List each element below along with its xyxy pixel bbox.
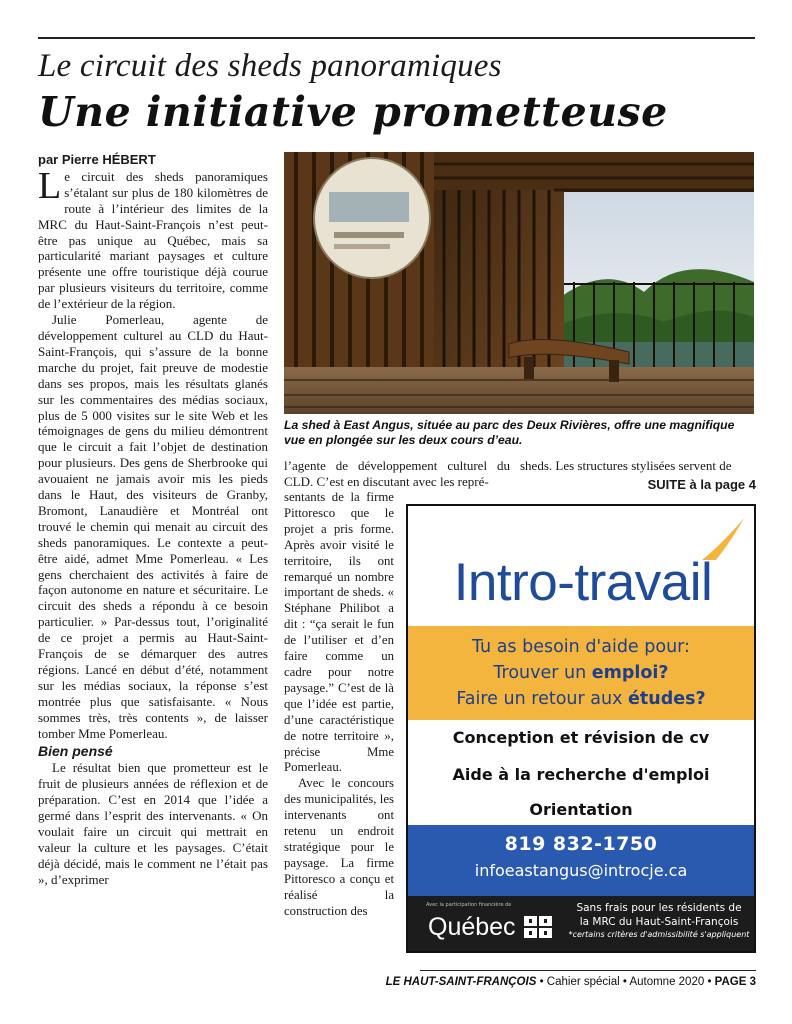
article-paragraph: Le résultat bien que prometteur est le fruit de plusieurs années de réflexion et de préparation. C’est en 2014 que l’idée a germé dans l’esprit des intervenants. « On voulait faire un circuit qui mettrait en valeur la culture et les paysages. C’était déjà décidé, mais le comment ne l’était pas », d’exprimer [38, 760, 268, 887]
ad-contact-banner [408, 825, 754, 896]
footer-rule [420, 970, 756, 971]
ad-free-notice: Sans frais pour les résidents de la MRC du Haut-Saint-François *certains critères d'admissibilité s'appliquent [568, 902, 750, 939]
article-column-2 [284, 458, 510, 490]
ad-help-banner [408, 626, 754, 720]
ad-service: Orientation [529, 800, 633, 819]
quebec-logo: Québec [428, 913, 516, 941]
article-headline: Une initiative prometteuse [38, 88, 668, 136]
ad-email: infoeastangus@introcje.ca [474, 861, 688, 880]
ad-help-line: Tu as besoin d'aide pour: [472, 637, 690, 657]
ad-logo: Intro-travail [453, 553, 713, 612]
footer-page: PAGE 3 [714, 976, 756, 988]
ad-service: Conception et révision de cv [452, 728, 710, 747]
ad-service: Aide à la recherche d'emploi [452, 765, 710, 784]
article-paragraph: l’agente de développement culturel du CLD. C’est en discutant avec les repré- [284, 458, 510, 489]
intro-travail-ad [406, 504, 756, 953]
ad-footer-banner [408, 896, 754, 951]
footer-issue: • Cahier spécial • Automne 2020 • [536, 976, 715, 988]
article-column-2-narrow [284, 490, 394, 919]
article-paragraph: sheds. Les structures stylisées servent de [520, 458, 732, 473]
continued-notice: SUITE à la page 4 [647, 477, 756, 492]
ad-help-line: Faire un retour aux études? [456, 689, 706, 709]
byline: par Pierre HÉBERT [38, 152, 156, 167]
article-paragraph: Avec le concours des municipalités, les intervenants ont retenu un endroit stratégique pour le paysage. La firme Pittoresco a conçu et réalisé la construction des [284, 776, 394, 918]
photo-caption: La shed à East Angus, située au parc des Deux Rivières, offre une magnifique vue en plongée sur les deux cours d’eau. [284, 418, 735, 447]
article-paragraph: Julie Pomerleau, agente de développement culturel au CLD du Haut-Saint-François, qui s’assure de la bonne marche du projet, fait preuve de modestie dans ses propos, mais les résultats glanés sur les commentaires des médias sociaux, plus de 5 000 visites sur le site Web et les témoignages de gens du milieu démontrent que le circuit a fait l’objet de destination pour plusieurs. Des gens de Sherbrooke qui avouaient ne jamais avoir mis les pieds dans le Haut, des visiteurs de Granby, Bromont, Lanaudière et Montréal ont trouvé le chemin qui menait au circuit des sheds panoramiques. Le contexte a peut-être aidé, admet Mme Pomerleau. « Les gens cherchaient des activités à faire de façon autonome en nature et sécuritaire. Le circuit des sheds a répondu à ce besoin particulier. » Par-dessus tout, l’originalité de ce projet a permis au Haut-Saint-François de se démarquer des autres régions. Lancé en début d’été, notamment sur les médias sociaux, la réponse s’est montrée plus que satisfaisante. « Nous sommes très, très contents », de laisser tomber Mme Pomerleau. [38, 312, 268, 741]
top-rule [38, 37, 755, 39]
section-subhead: Bien pensé [38, 742, 113, 759]
funder-note: Avec la participation financière de [426, 902, 512, 908]
drop-cap: L [38, 164, 62, 207]
page-footer [380, 976, 756, 988]
fleur-de-lis-flag-icon [524, 916, 552, 938]
article-paragraph: sentants de la firme Pittoresco que le projet a pris forme. Après avoir visité le territoire, ils ont remarqué un nombre important de sheds. « Stéphane Philibot a dit : “ça serait le fun de l’utiliser et d’en faire comme un cadre pour notre paysage.” C’est de là que l’idée est partie, d’une caractéristique de notre territoire », précise Mme Pomerleau. [284, 490, 394, 775]
article-paragraph: Le circuit des sheds panoramiques s’étalant sur plus de 180 kilomètres de route à l’intérieur des limites de la MRC du Haut-Saint-François n’est peut-être pas unique au Québec, mais sa particularité mariant paysages et culture présente une offre touristique déjà courue par plusieurs visiteurs du territoire, comme de l’extérieur de la région. [38, 164, 268, 312]
footer-paper: LE HAUT-SAINT-FRANÇOIS [385, 976, 537, 988]
article-kicker: Le circuit des sheds panoramiques [38, 48, 502, 84]
article-photo [284, 152, 754, 414]
article-column-1 [38, 152, 268, 888]
article-column-3 [520, 458, 756, 474]
ad-phone: 819 832-1750 [504, 833, 658, 855]
shed-photo-illustration [284, 152, 754, 414]
ad-help-line: Trouver un emploi? [493, 663, 669, 683]
